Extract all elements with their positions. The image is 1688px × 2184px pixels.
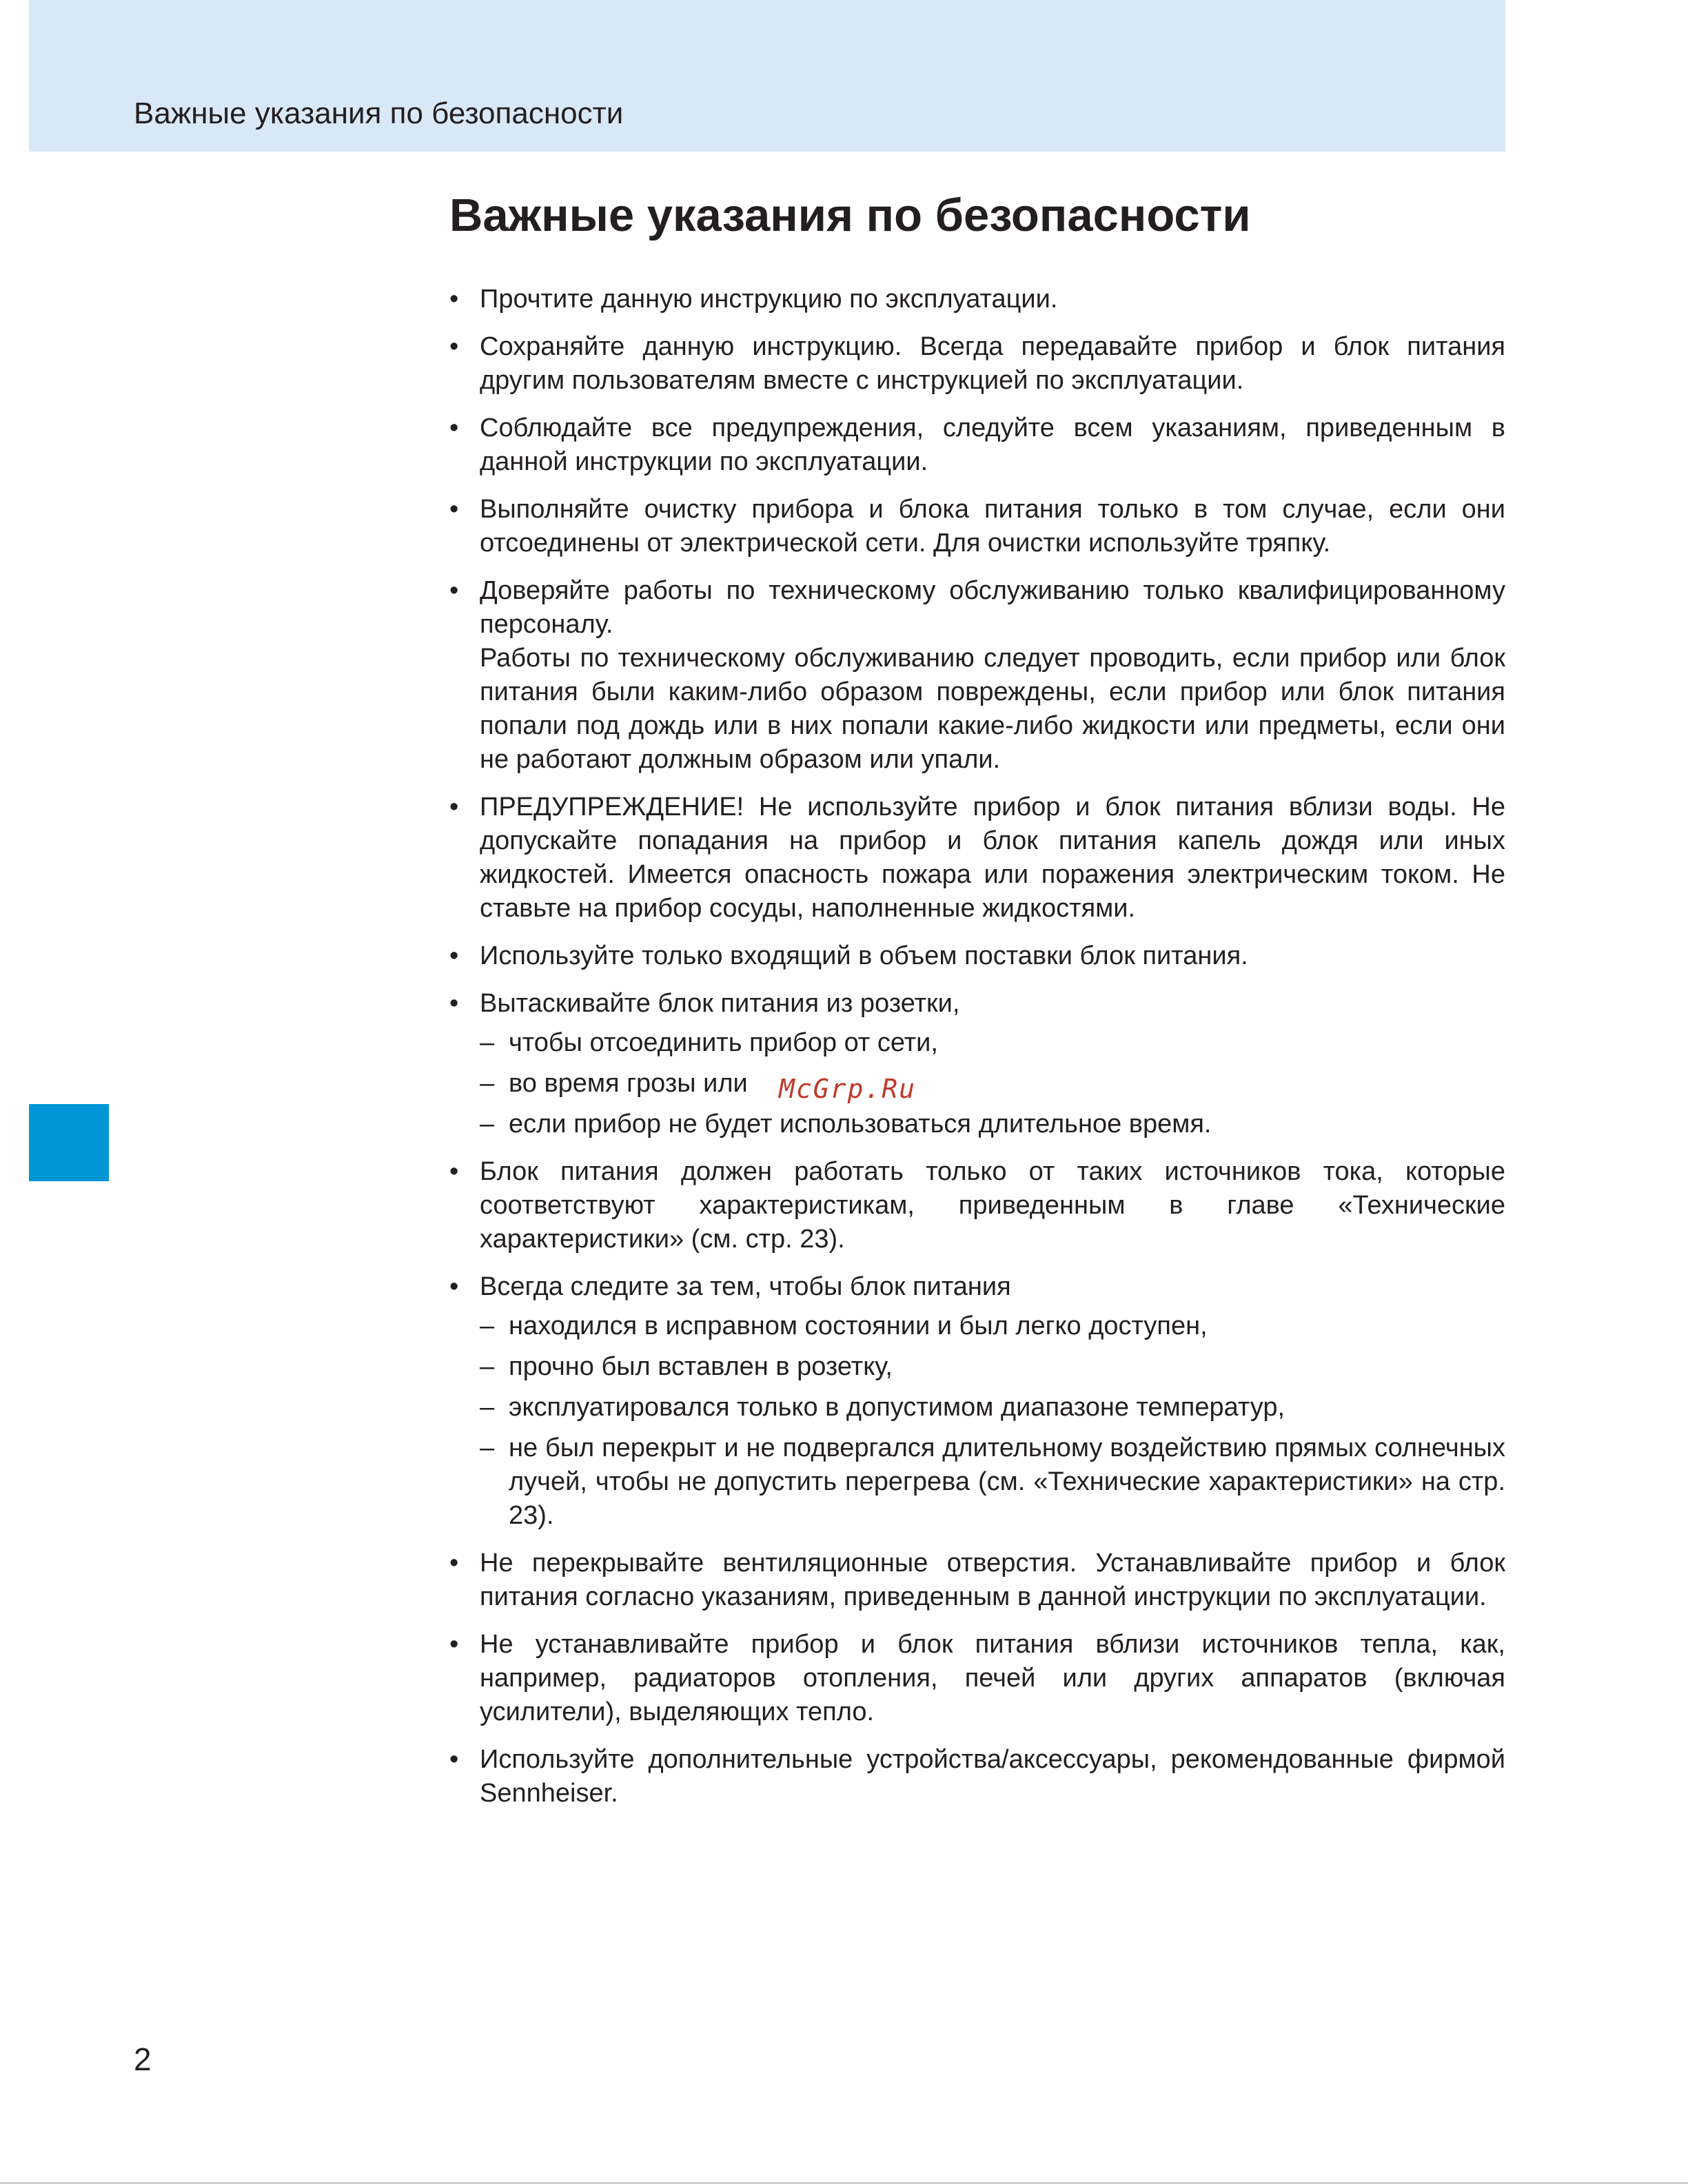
list-item — [449, 1743, 1505, 1810]
list-item-text: • ПРЕДУПРЕЖДЕНИЕ! Не используйте прибор и блок питания вблизи воды. Не допускайте попадания на прибор и блок питания капель дождя или иных жидкостей. Имеется опасность пожара или поражения электрическим током. Не ставьте на прибор сосуды, наполненные жидкостями. — [480, 793, 1505, 923]
list-item-text: • Используйте дополнительные устройства/аксессуары, рекомендованные фирмой Sennheiser. — [480, 1745, 1505, 1808]
list-item-extra-text: Работы по техническому обслуживанию следует проводить, если прибор или блок питания были каким-либо образом повреждены, если прибор или блок питания попали под дождь или в них попали какие-либо жидкости или предметы, если они не работают должным образом или упали. — [480, 644, 1505, 774]
list-item — [449, 283, 1505, 316]
list-item — [449, 493, 1505, 560]
list-item-text: • Сохраняйте данную инструкцию. Всегда передавайте прибор и блок питания другим пользователям вместе с инструкцией по эксплуатации. — [480, 332, 1505, 395]
list-item — [449, 1270, 1505, 1533]
list-item-text: • Всегда следите за тем, чтобы блок питания — [480, 1272, 1011, 1301]
list-item-text: • Соблюдайте все предупреждения, следуйте всем указаниям, приведенным в данной инструкции по эксплуатации. — [480, 414, 1505, 476]
sub-list — [480, 1309, 1505, 1533]
list-item — [449, 790, 1505, 926]
page-number: 2 — [134, 2041, 152, 2077]
list-item — [449, 574, 1505, 777]
list-item — [449, 1628, 1505, 1729]
list-item — [449, 411, 1505, 479]
list-item-text: • Прочтите данную инструкцию по эксплуатации. — [480, 285, 1058, 314]
list-item — [449, 1547, 1505, 1614]
sub-list-item: – не был перекрыт и не подвергался длительному воздействию прямых солнечных лучей, чтобы не допустить перегрева (см. «Технические характеристики» на стр. 23). — [480, 1431, 1505, 1533]
sub-list-item: – если прибор не будет использоваться длительное время. — [480, 1108, 1505, 1141]
sub-list-item: – прочно был вставлен в розетку, — [480, 1350, 1505, 1384]
list-item-text: • Доверяйте работы по техническому обслуживанию только квалифицированному персоналу. — [480, 576, 1505, 639]
list-item — [449, 330, 1505, 398]
chapter-side-tab — [29, 1104, 109, 1181]
sub-list-item: – чтобы отсоединить прибор от сети, — [480, 1026, 1505, 1060]
list-item-text: • Выполняйте очистку прибора и блока питания только в том случае, если они отсоединены от электрической сети. Для очистки используйте тряпку. — [480, 495, 1505, 558]
list-item-text: • Блок питания должен работать только от таких источников тока, которые соответствуют характеристикам, приведенным в главе «Технические характеристики» (см. стр. 23). — [480, 1157, 1505, 1254]
running-header-title: Важные указания по безопасности — [134, 96, 624, 130]
main-content — [449, 178, 1505, 1824]
list-item — [449, 987, 1505, 1141]
safety-instructions-list — [449, 283, 1505, 1810]
sub-list — [480, 1026, 1505, 1141]
list-item-text: • Не устанавливайте прибор и блок питания вблизи источников тепла, как, например, радиаторов отопления, печей или других аппаратов (включая усилители), выделяющих тепло. — [480, 1630, 1505, 1726]
list-item — [449, 939, 1505, 973]
sub-list-item: – эксплуатировался только в допустимом диапазоне температур, — [480, 1391, 1505, 1425]
list-item-text: • Не перекрывайте вентиляционные отверстия. Устанавливайте прибор и блок питания согласно указаниям, приведенным в данной инструкции по эксплуатации. — [480, 1549, 1505, 1611]
page-title: Важные указания по безопасности — [449, 190, 1251, 241]
sub-list-item: – во время грозы или — [480, 1067, 1505, 1101]
list-item — [449, 1155, 1505, 1256]
sub-list-item: – находился в исправном состоянии и был легко доступен, — [480, 1309, 1505, 1343]
list-item-text: • Вытаскивайте блок питания из розетки, — [480, 989, 960, 1018]
list-item-text: • Используйте только входящий в объем поставки блок питания. — [480, 941, 1248, 970]
watermark: McGrp.Ru — [779, 1074, 917, 1104]
